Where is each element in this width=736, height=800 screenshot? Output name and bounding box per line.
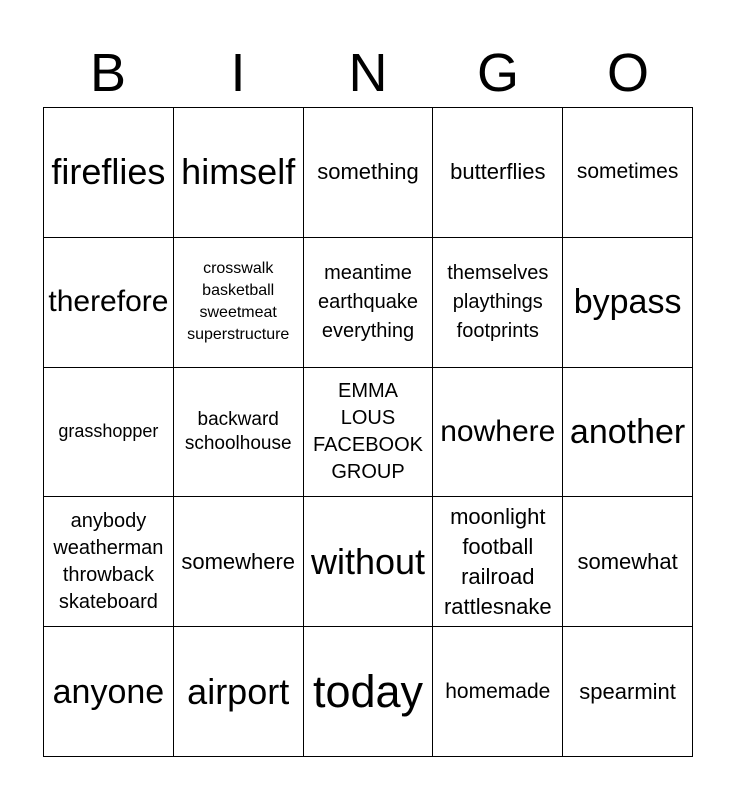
header-letter-g: G [476,43,519,103]
cell-word: meantime [324,261,412,284]
cell-word: skateboard [58,590,158,613]
header-letter-n: N [348,43,388,103]
cell-word: homemade [445,679,551,703]
bingo-card-grid [43,107,693,757]
header-letter-o: O [606,43,649,103]
cell-word: weatherman [53,536,164,559]
cell-word: EMMA [337,379,398,402]
cell-word: fireflies [51,151,166,193]
cell-word: therefore [48,285,169,319]
bingo-cell[interactable] [304,497,434,627]
cell-word: without [310,540,426,582]
cell-word: GROUP [331,460,405,483]
bingo-cell[interactable] [563,238,693,368]
bingo-cell[interactable] [563,108,693,238]
cell-word: sometimes [576,160,679,184]
cell-word: anybody [70,509,147,532]
bingo-cell[interactable] [304,238,434,368]
bingo-cell[interactable] [174,368,304,498]
cell-word: rattlesnake [443,593,552,619]
cell-word: schoolhouse [184,432,292,454]
cell-word: somewhat [577,548,678,574]
cell-word: moonlight [450,503,546,529]
header-letter-i: I [230,43,246,103]
cell-word: footprints [456,319,539,342]
cell-word: another [569,412,686,451]
cell-word: earthquake [317,290,419,313]
cell-word: butterflies [450,159,546,185]
cell-word: football [462,533,534,559]
cell-word: superstructure [187,326,290,344]
cell-word: himself [181,151,296,193]
cell-word: today [312,665,424,717]
cell-word: nowhere [440,414,556,448]
cell-word: basketball [202,282,275,300]
bingo-cell[interactable] [433,238,563,368]
cell-word: backward [197,408,279,430]
bingo-cell[interactable] [174,497,304,627]
cell-word: LOUS [340,406,396,429]
bingo-cell[interactable] [563,497,693,627]
bingo-cell[interactable] [433,497,563,627]
cell-word: FACEBOOK [312,433,423,456]
cell-word: throwback [62,563,154,586]
cell-word: themselves [447,261,549,284]
cell-word: anyone [52,672,165,711]
bingo-cell[interactable] [563,368,693,498]
cell-word: somewhere [181,548,296,574]
cell-word: sweetmeat [199,304,277,322]
cell-word: crosswalk [203,260,274,278]
cell-word: bypass [573,283,682,322]
bingo-cell[interactable] [174,108,304,238]
bingo-cell[interactable] [174,238,304,368]
bingo-cell[interactable] [174,627,304,757]
bingo-cell[interactable] [44,497,174,627]
bingo-cell[interactable] [433,368,563,498]
bingo-header [43,42,693,104]
bingo-cell[interactable] [44,108,174,238]
cell-word: grasshopper [58,421,159,442]
cell-word: railroad [461,563,535,589]
bingo-cell[interactable] [433,108,563,238]
cell-word: spearmint [579,678,676,704]
bingo-cell[interactable] [44,368,174,498]
free-space-cell[interactable] [304,368,434,498]
cell-word: airport [187,670,290,712]
bingo-cell[interactable] [563,627,693,757]
cell-word: playthings [452,290,543,313]
header-letter-b: B [89,43,127,103]
bingo-cell[interactable] [304,108,434,238]
cell-word: everything [321,319,415,342]
bingo-cell[interactable] [433,627,563,757]
bingo-cell[interactable] [44,238,174,368]
bingo-cell[interactable] [44,627,174,757]
cell-word: something [317,159,419,185]
bingo-cell[interactable] [304,627,434,757]
